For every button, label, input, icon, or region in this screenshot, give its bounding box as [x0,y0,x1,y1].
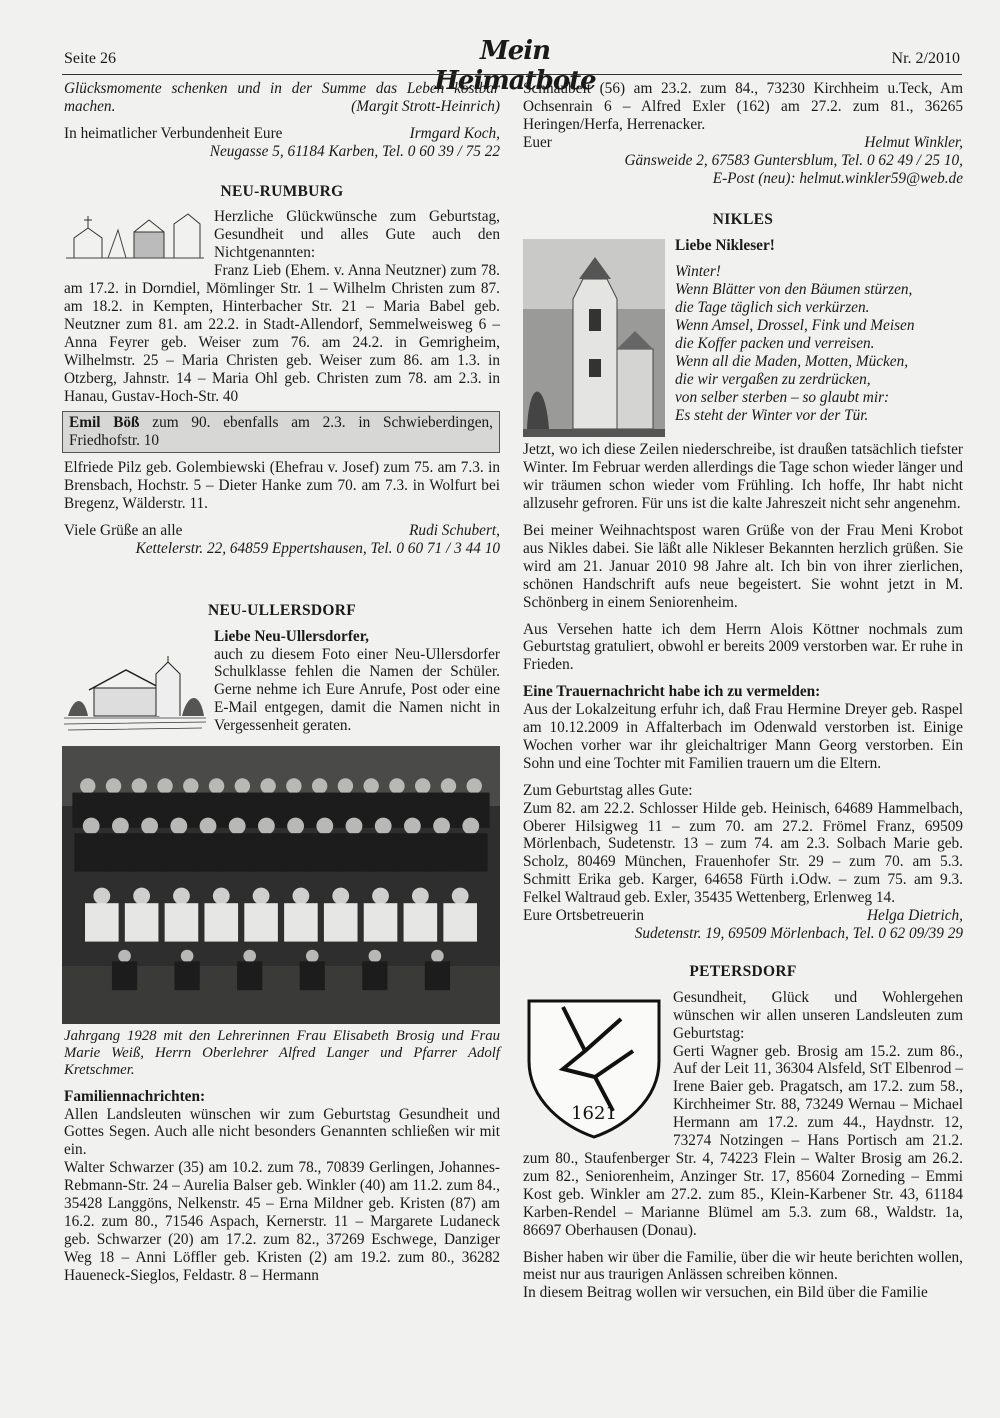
person-body [308,833,342,871]
section-title-neu-rumburg: NEU-RUMBURG [220,182,344,200]
church-sketch-image [64,210,206,262]
person-head [293,887,310,904]
person-head [133,887,150,904]
person-body [337,833,371,871]
person-head [235,778,250,793]
signature-address: Neugasse 5, 61184 Karben, Tel. 0 60 39 / 75 22 [209,142,500,160]
person-body [112,961,137,990]
poem-line: Wenn Blätter von den Bäumen stürzen, [675,281,913,299]
person-head [141,817,158,834]
familien-birthdays-cont: Schnaubelt (56) am 23.2. zum 84., 73230 Kirchheim u.Teck, Am Ochsenrain 6 – Alfred Exler (162) am 27.2. zum 81., 36265 Heringen/Herfa, Herrenacker. [523,80,963,133]
person-body [204,903,238,941]
poem-line: Wenn all die Maden, Motten, Mücken, [675,352,909,370]
nikles-church-drawing [523,239,665,437]
familien-birthdays: Walter Schwarzer (35) am 10.2. zum 78., 70839 Gerlingen, Johannes-Rebmann-Str. 24 – Aurelia Balser geb. Winkler (40) am 11.2. zum 84., 35428 Langgöns, Nelkenstr. 45 – Erna Mildner geb. Kristen (87) am 16.2. zum 80., 71546 Aspach, Kernerstr. 11 – Margarete Ludaneck geb. Schwarzer (20) am 17.2. zum 82., 37269 Eschwege, Danziger Weg 18 – Anni Löffler geb. Kristen (2) am 19.2. zum 80., 36282 Haueneck-Sieglos, Feldastr. 8 – Hermann [64,1159,500,1284]
geburtstag-list: Zum 82. am 22.2. Schlosser Hilde geb. Heinisch, 64689 Hammelbach, Oberer Hilsigweg 11 – zum 70. am 27.2. Frömel Franz, 69509 Mörlenbach, Sudetenstr. 13 – zum 74. am 2.3. Solbach Marie geb. Scholz, 80469 München, Frauenhofer Str. 29 – zum 70. am 5.3. Schmitt Erika geb. Karger, 64658 Fürth i.Odw. – zum 75. am 9.3. Felkel Waltraud geb. Exler, 35435 Wettenberg, Erlenweg 14. [523,799,963,907]
nikles-paragraph: Jetzt, wo ich diese Zeilen niederschreibe, ist draußen tatsächlich tiefster Winter. Im Februar werden allerdings die Tage schon wieder länger und wir träumen schon wieder vom Frühling. Ich hoffe, Ihr habt nicht allzusehr gefroren. Für uns ist die kalte Jahreszeit nicht sehr angenehm. [523,441,963,513]
poem-line: Wenn Amsel, Drossel, Fink und Meisen [675,316,915,334]
signature-address: Sudetenstr. 19, 69509 Mörlenbach, Tel. 0 62 09/39 29 [634,925,963,942]
person-head [80,778,95,793]
nikles-greeting: Liebe Nikleser! [675,237,775,255]
signature-name: Irmgard Koch, [409,124,500,142]
person-head [213,887,230,904]
person-head [338,778,353,793]
nikles-paragraph: Aus Versehen hatte ich dem Herrn Alois Köttner nochmals zum Geburtstag gratuliert, obwohl er bereits 2009 verstorben war. Er ruhe in Frieden. [523,620,963,674]
person-head [118,949,131,962]
person-body [162,833,196,871]
person-body [279,833,313,871]
person-body [324,903,358,941]
person-head [106,778,121,793]
issue-number: Nr. 2/2010 [891,50,960,67]
highlight-text: zum 90. ebenfalls am 2.3. in Schwieberdingen, Friedhofstr. 10 [69,414,493,450]
poem-line: die Tage täglich sich verkürzen. [675,299,870,317]
person-head [181,949,194,962]
person-head [157,778,172,793]
person-head [258,817,275,834]
ullersdorf-text: auch zu diesem Foto einer Neu-Ullersdorfer Schulklasse fehlen die Namen der Schüler. Gerne nehme ich Eure Anrufe, Post oder eine E-Mail entgegen, damit die Namen nicht in Vergessenheit geraten. [214,645,500,735]
petersdorf-intro: Gesundheit, Glück und Wohlergehen wünschen wir allen unseren Landsleuten zum Geburtstag: [673,988,963,1042]
signature-address: Gänsweide 2, 67583 Guntersblum, Tel. 0 62 49 / 25 10, [624,151,963,169]
petersdorf-paragraph: In diesem Beitrag wollen wir versuchen, ein Bild über die Familie [523,1284,928,1302]
signature-block [523,134,963,152]
person-head [441,778,456,793]
closing-text: Eure Ortsbetreuerin [523,907,645,925]
person-body [191,833,225,871]
person-head [183,778,198,793]
section-title-nikles: NIKLES [712,211,774,229]
person-body [104,833,138,871]
person-body [284,903,318,941]
person-head [452,887,469,904]
person-body [133,833,167,871]
signature-name: Helga Dietrich, [866,907,963,925]
nikles-paragraph: Bei meiner Weihnachtspost waren Grüße von der Frau Meni Krobot aus Nikles dabei. Sie läßt alle Nikleser Bekannten herzlich grüßen. Sie wird am 21. Januar 2010 98 Jahre alt. Ich bin von ihrer zierlichen, schönen Handschrift aufs neue begeistert. Sie wohnt jetzt in M. Schönberg in einem Seniorenheim. [523,521,963,611]
person-head [200,817,217,834]
person-body [362,961,387,990]
person-body [404,903,438,941]
right-column [523,80,963,1302]
person-body [244,903,278,941]
person-body [220,833,254,871]
signature-block [64,125,500,143]
person-head [306,949,319,962]
person-head [209,778,224,793]
person-body [366,833,400,871]
shield-year: 1621 [571,1102,617,1124]
person-head [431,949,444,962]
highlight-box [62,411,500,453]
person-head [389,778,404,793]
closing-text: Viele Grüße an alle [64,521,183,539]
person-head [83,817,100,834]
signature-name: Rudi Schubert, [409,521,500,539]
section-title-neu-ullersdorf: NEU-ULLERSDORF [207,601,357,619]
person-head [346,817,363,834]
signature-address: Kettelerstr. 22, 64859 Eppertshausen, Tel. 0 60 71 / 3 44 10 [135,539,500,557]
person-head [332,887,349,904]
masthead-title: Mein Heimatbote [434,36,596,96]
person-head [253,887,270,904]
person-head [286,778,301,793]
rumburg-birthdays: Franz Lieb (Ehem. v. Anna Neutzner) zum 78. am 17.2. in Dorndiel, Mömlinger Str. 1 – Wilhelm Christen zum 87. am 18.2. in Kempten, Hinterbacher Str. 21 – Maria Babel geb. Neutzner zum 81. am 22.2. in Stadt-Allendorf, Semmelweisweg 6 – Anna Feyrer geb. Weiser zum 76. am 24.2. in Gemrigheim, Wilhelmstr. 25 – Maria Christen geb. Weiser zum 86. am 1.3. in Otzberg, Jahnstr. 14 – Maria Ohl geb. Christen zum 78. am 2.3. in Hanau, Gustav-Hoch-Str. 40 [64,262,500,405]
person-head [363,778,378,793]
person-body [125,903,159,941]
petersdorf-paragraph: Bisher haben wir über die Familie, über die wir heute berichten wollen, meist nur aus traurigen Anlässen schreiben können. [523,1248,963,1284]
highlight-name: Emil Böß [69,414,140,432]
signature-block [64,522,500,540]
left-column [64,80,500,1285]
person-head [433,817,450,834]
person-body [396,833,430,871]
signature-email: E-Post (neu): helmut.winkler59@web.de [712,169,963,187]
ullersdorf-greeting: Liebe Neu-Ullersdorfer, [214,627,369,645]
petersdorf-coat-of-arms-image [523,991,665,1141]
person-head [173,887,190,904]
person-body [443,903,477,941]
person-head [467,778,482,793]
poem-line: Es steht der Winter vor der Tür. [675,406,869,424]
rumburg-greeting: Herzliche Glückwünsche zum Geburtstag, Gesundheit und alles Gute auch den Nichtgenannten: [214,208,500,262]
person-head [93,887,110,904]
person-head [462,817,479,834]
signature-name: Helmut Winkler, [864,133,963,151]
person-body [175,961,200,990]
petersdorf-birthdays: Gerti Wagner geb. Brosig am 15.2. zum 86., Auf der Leit 11, 36304 Alsfeld, StT Elbenrod – Irene Baier geb. Pragatsch, am 17.2. zum 58., Kirchheimer Str. 88, 73249 Wernau – Michael Hermann am 17.2. zum 44., Haydnstr. 12, 73274 Notzingen – Hans Portisch am 21.2. zum 80., Staufenberger Str. 4, 74223 Flein – Walter Brosig am 26.2. zum 82., Seniorenheim, Anzinger Str. 17, 85604 Zorneding – Emmi Kost geb. Winkler am 27.2. zum 85., Klein-Karbener Str. 43, 61184 Karben-Rendel – Marianne Blümel am 5.3. zum 68., Waldstr. 1a, 86697 Oberhausen (Donau). [523,1042,963,1239]
closing-text: In heimatlicher Verbundenheit Eure [64,124,283,142]
person-head [170,817,187,834]
poem-line: die wir vergaßen zu zerdrücken, [675,370,871,388]
photo-caption: Jahrgang 1928 mit den Lehrerinnen Frau Elisabeth Brosig und Frau Marie Weiß, Herrn Oberlehrer Alfred Langer und Pfarrer Adolf Kretschmer. [64,1027,500,1078]
person-body [165,903,199,941]
person-head [415,778,430,793]
village-church-sketch-image [64,656,206,736]
person-head [369,949,382,962]
person-head [312,778,327,793]
quote-author: (Margit Strott-Heinrich) [351,97,500,115]
person-body [250,833,284,871]
poem-line: von selber sterben – so glaubt mir: [675,388,890,406]
person-body [425,833,459,871]
section-title-petersdorf: PETERSDORF [689,962,797,980]
person-body [364,903,398,941]
person-head [316,817,333,834]
signature-block [523,907,963,925]
page-number: Seite 26 [64,50,116,67]
person-head [404,817,421,834]
class-photo-drawing [62,746,500,1024]
person-head [412,887,429,904]
quote-text: Glücksmomente schenken und in der Summe das Leben kostbar machen. [64,80,500,115]
class-photo-image [62,746,500,1024]
closing-text: Euer [523,133,552,151]
familien-intro: Allen Landsleuten wünschen wir zum Geburtstag Gesundheit und Gottes Segen. Auch alle nicht besonders Genannten schließen wir mit ein. [64,1105,500,1159]
person-body [425,961,450,990]
nikles-church-photo [523,239,665,437]
person-head [243,949,256,962]
person-body [237,961,262,990]
person-body [300,961,325,990]
person-body [74,833,108,871]
trauer-text: Aus der Lokalzeitung erfuhr ich, daß Frau Hermine Dreyer geb. Raspel am 10.12.2009 in Affalterbach im Odenwald verstorben ist. Einige Wochen vorher war ihr gleichaltriger Mann Georg verstorben. Ein Sohn und eine Tochter mit Familien trauern um die Eltern. [523,701,963,772]
poem-line: die Koffer packen und verreisen. [675,334,875,352]
person-head [372,887,389,904]
trauer-title: Eine Trauernachricht habe ich zu vermelden: [523,683,821,701]
person-head [375,817,392,834]
person-head [229,817,246,834]
geburtstag-intro: Zum Geburtstag alles Gute: [523,781,693,799]
person-head [260,778,275,793]
person-head [287,817,304,834]
person-body [85,903,119,941]
header-rule [62,74,962,75]
familien-title: Familiennachrichten: [64,1087,206,1105]
person-head [112,817,129,834]
rumburg-birthdays-cont: Elfriede Pilz geb. Golembiewski (Ehefrau v. Josef) zum 75. am 7.3. in Brensbach, Hochstr. 5 – Dieter Hanke zum 70. am 7.3. in Wolfurt bei Bregenz, Wälderstr. 11. [64,459,500,513]
poem-line: Winter! [675,263,721,281]
person-head [132,778,147,793]
person-body [454,833,488,871]
